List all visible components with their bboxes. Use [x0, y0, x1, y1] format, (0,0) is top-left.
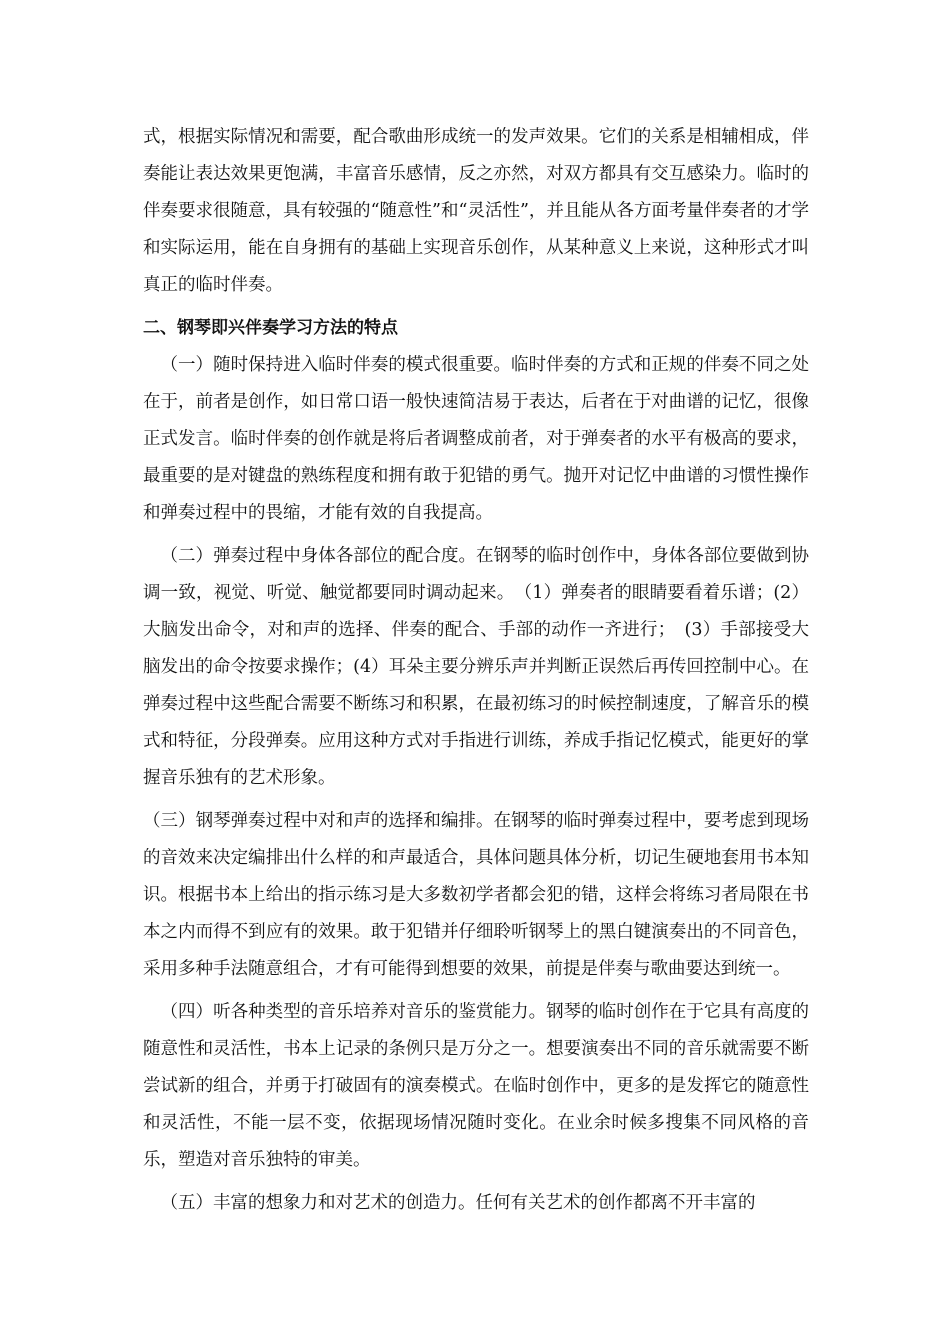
paragraph-2: （二）弹奏过程中身体各部位的配合度。在钢琴的临时创作中，身体各部位要做到协调一致，视觉、听觉、触觉都要同时调动起来。 （1）弹奏者的眼睛要看着乐谱；(2）大脑发出命令，对和声的选择、伴奏的配合、手部的动作一齐进行； (3）手部接受大脑发出的命令按要求操作；(4）耳朵主要分辨乐声并判断正误然后再传回控制中心。在弹奏过程中这些配合需要不断练习和积累，在最初练习的时候控制速度，了解音乐的模式和特征，分段弹奏。应用这种方式对手指进行训练，养成手指记忆模式，能更好的掌握音乐独有的艺术形象。 [143, 546, 809, 788]
paragraph-4: （四）听各种类型的音乐培养对音乐的鉴赏能力。钢琴的临时创作在于它具有高度的随意性和灵活性，书本上记录的条例只是万分之一。想要演奏出不同的音乐就需要不断尝试新的组合，并勇于打破固有的演奏模式。在临时创作中，更多的是发挥它的随意性和灵活性，不能一层不变，依据现场情况随时变化。在业余时候多搜集不同风格的音乐，塑造对音乐独特的审美。 [143, 1002, 809, 1170]
section-heading: 二、钢琴即兴伴奏学习方法的特点 [143, 318, 398, 338]
document-page [143, 119, 809, 1228]
intro-paragraph: 式，根据实际情况和需要，配合歌曲形成统一的发声效果。它们的关系是相辅相成，伴奏能让表达效果更饱满，丰富音乐感情，反之亦然，对双方都具有交互感染力。临时的伴奏要求很随意，具有较强的“随意性”和“灵活性”，并且能从各方面考量伴奏者的才学和实际运用，能在自身拥有的基础上实现音乐创作，从某种意义上来说，这种形式才叫真正的临时伴奏。 [143, 127, 809, 295]
paragraph-5: （五）丰富的想象力和对艺术的创造力。任何有关艺术的创作都离不开丰富的 [160, 1193, 756, 1213]
paragraph-3: （三）钢琴弹奏过程中对和声的选择和编排。在钢琴的临时弹奏过程中，要考虑到现场的音效来决定编排出什么样的和声最适合，具体问题具体分析，切记生硬地套用书本知识。根据书本上给出的指示练习是大多数初学者都会犯的错，这样会将练习者局限在书本之内而得不到应有的效果。敢于犯错并仔细聆听钢琴上的黑白键演奏出的不同音色，采用多种手法随意组合，才有可能得到想要的效果，前提是伴奏与歌曲要达到统一。 [143, 811, 809, 979]
paragraph-1: （一）随时保持进入临时伴奏的模式很重要。临时伴奏的方式和正规的伴奏不同之处在于，前者是创作，如日常口语一般快速简洁易于表达，后者在于对曲谱的记忆，很像正式发言。临时伴奏的创作就是将后者调整成前者，对于弹奏者的水平有极高的要求，最重要的是对键盘的熟练程度和拥有敢于犯错的勇气。抛开对记忆中曲谱的习惯性操作和弹奏过程中的畏缩，才能有效的自我提高。 [143, 355, 809, 523]
